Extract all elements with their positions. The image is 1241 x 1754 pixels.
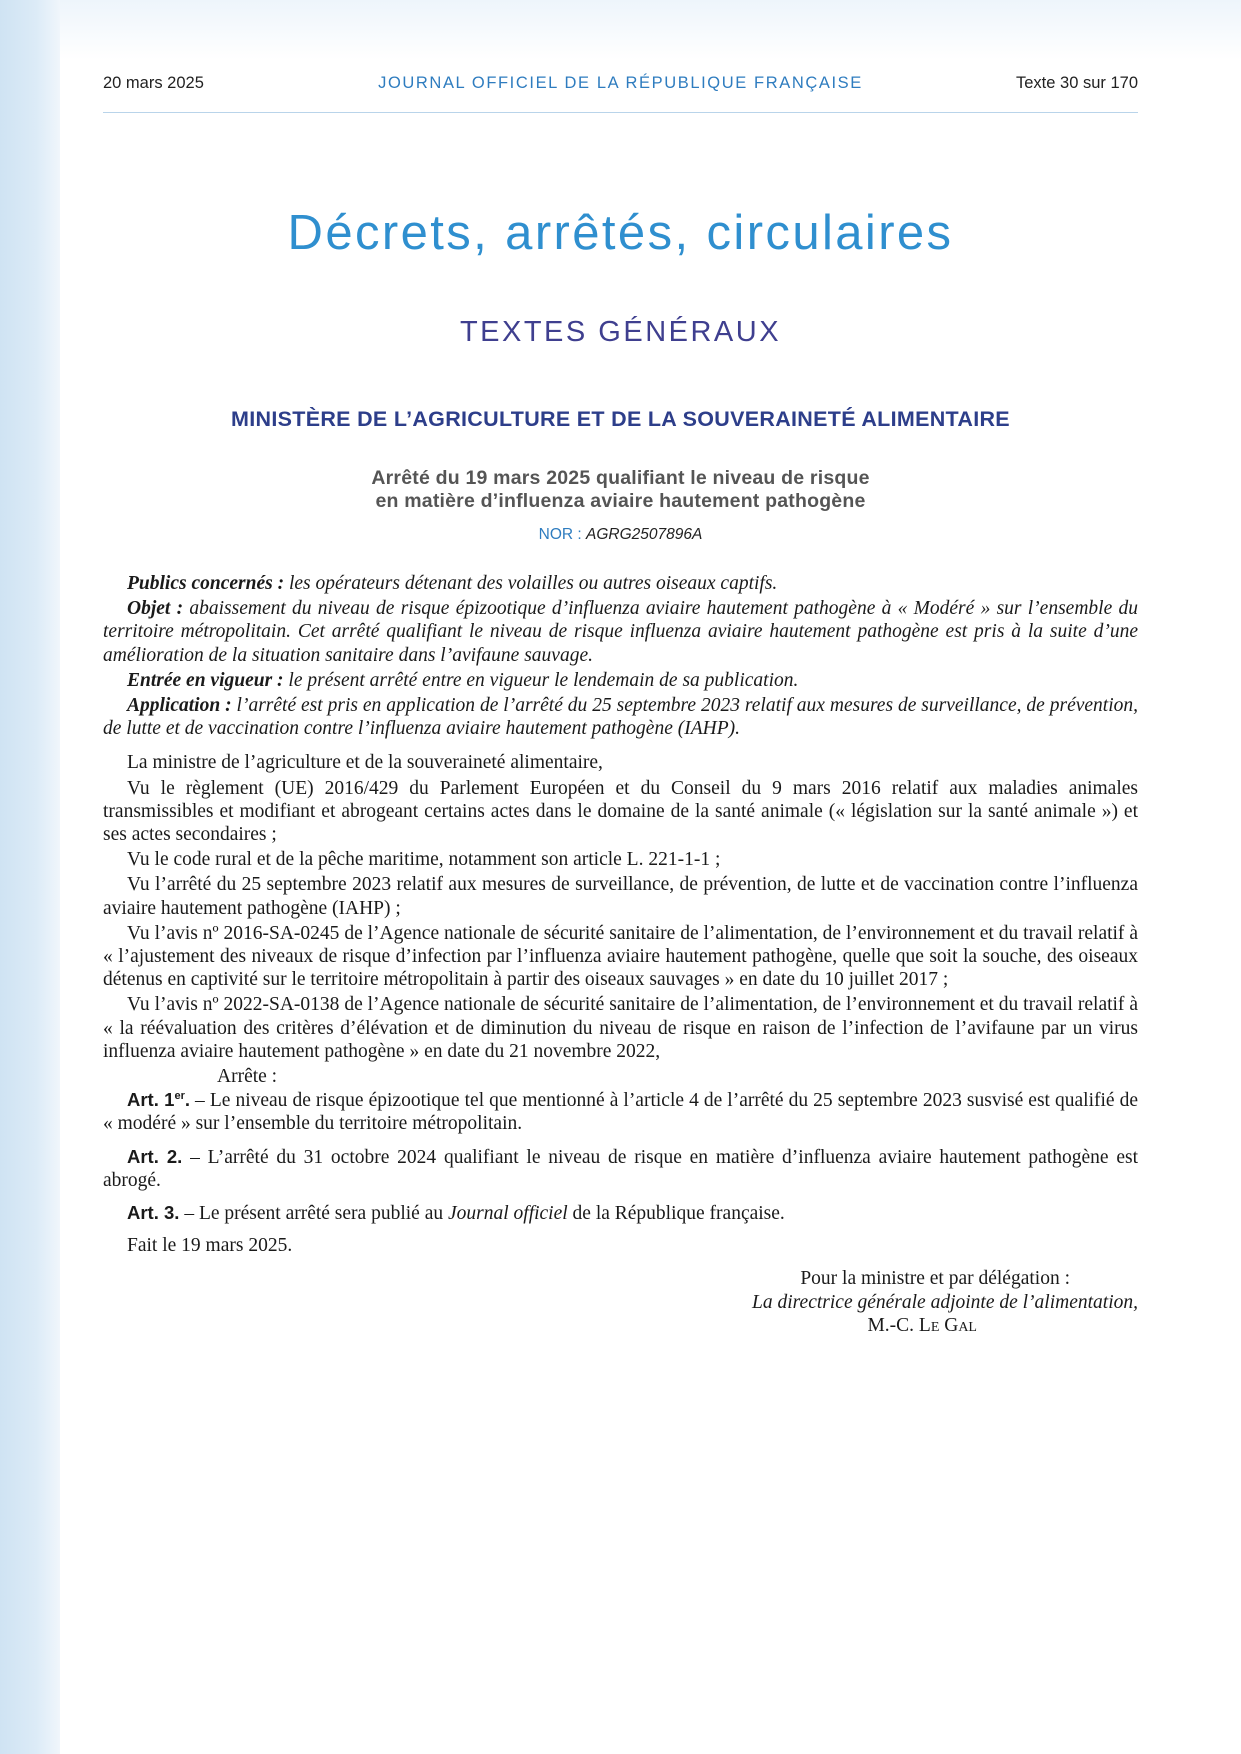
nor-value: AGRG2507896A — [586, 526, 703, 543]
summary-label: Objet : — [127, 598, 184, 620]
summary-objet — [103, 597, 1138, 667]
summary-text: le présent arrêté entre en vigueur le lendemain de sa publication. — [283, 669, 799, 691]
article-3 — [103, 1201, 1138, 1225]
title-line-2: en matière d’influenza aviaire hautement pathogène — [375, 490, 866, 512]
signature-delegation: Pour la ministre et par délégation : — [800, 1268, 1070, 1290]
nor-label: NOR : — [538, 526, 582, 543]
article-1 — [103, 1088, 1138, 1135]
ministry-name: MINISTÈRE DE L’AGRICULTURE ET DE LA SOUVERAINETÉ ALIMENTAIRE — [231, 407, 1010, 431]
summary-entree-en-vigueur — [103, 669, 1138, 692]
summary-publics — [103, 572, 1138, 595]
header-divider — [103, 112, 1138, 113]
visa-paragraph: La ministre de l’agriculture et de la souveraineté alimentaire, — [127, 752, 603, 774]
summary-block — [103, 572, 1138, 740]
summary-text: abaissement du niveau de risque épizootique d’influenza aviaire hautement pathogène à « Modéré » sur l’ensemble du territoire métropolitain. Cet arrêté qualifiant le niveau de risque influenza aviaire hautement pathogène est pris à la suite d’une amélioration de la situation sanitaire dans l’avifaune sauvage. — [103, 598, 1138, 666]
document-title — [0, 467, 1241, 513]
signature-surname: Le Gal — [918, 1314, 977, 1336]
article-number: Art. 2. — [127, 1145, 183, 1167]
summary-label: Application : — [127, 695, 232, 717]
visas-block — [103, 751, 1138, 1063]
arrete-label: Arrête : — [217, 1066, 278, 1088]
article-text: – Le niveau de risque épizootique tel que mentionné à l’article 4 de l’arrêté du 25 septembre 2023 susvisé est qualifié de « modéré » sur l’ensemble du territoire métropolitain. — [103, 1090, 1139, 1135]
article-number-sup: er — [174, 1090, 185, 1103]
rubric-title: Décrets, arrêtés, circulaires — [287, 206, 954, 260]
signature-block — [103, 1267, 1138, 1337]
visa-paragraph: Vu le code rural et de la pêche maritime, notamment son article L. 221-1-1 ; — [127, 849, 721, 871]
document-body — [103, 572, 1138, 1337]
header-journal-title: JOURNAL OFFICIEL DE LA RÉPUBLIQUE FRANÇAISE — [378, 74, 863, 92]
article-text: – L’arrêté du 31 octobre 2024 qualifiant le niveau de risque en matière d’influenza aviaire hautement pathogène est abrogé. — [103, 1146, 1138, 1191]
signature-title: La directrice générale adjointe de l’alimentation, — [752, 1291, 1138, 1313]
signature-name — [103, 1314, 1138, 1337]
header-text-number: Texte 30 sur 170 — [1016, 74, 1138, 92]
left-margin-band — [0, 0, 60, 1754]
nor-reference — [0, 526, 1241, 544]
article-number — [127, 1089, 190, 1110]
article-number: Art. 3. — [127, 1202, 180, 1224]
article-text-after: de la République française. — [567, 1203, 785, 1225]
article-number-end: . — [184, 1089, 191, 1111]
article-2 — [103, 1145, 1138, 1192]
article-text-before: – Le présent arrêté sera publié au — [179, 1203, 448, 1225]
summary-label: Entrée en vigueur : — [127, 669, 284, 691]
visa-paragraph: Vu le règlement (UE) 2016/429 du Parlement Européen et du Conseil du 9 mars 2016 relatif aux maladies animales transmissibles et modifiant et abrogeant certains actes dans le domaine de la santé animale (« législation sur la santé animale ») et ses actes secondaires ; — [103, 777, 1138, 846]
summary-application — [103, 694, 1138, 740]
article-text-italic: Journal officiel — [447, 1203, 568, 1225]
visa-paragraph: Vu l’arrêté du 25 septembre 2023 relatif aux mesures de surveillance, de prévention, de lutte et de vaccination contre l’influenza aviaire hautement pathogène (IAHP) ; — [103, 874, 1138, 919]
summary-text: l’arrêté est pris en application de l’arrêté du 25 septembre 2023 relatif aux mesures de surveillance, de prévention, de lutte et de vaccination contre l’influenza aviaire hautement pathogène (IAHP). — [103, 695, 1139, 740]
title-line-1: Arrêté du 19 mars 2025 qualifiant le niveau de risque — [371, 467, 870, 489]
visa-paragraph: Vu l’avis nº 2022-SA-0138 de l’Agence nationale de sécurité sanitaire de l’alimentation, de l’environnement et du travail relatif à « la réévaluation des critères d’élévation et de diminution du niveau de risque en raison de l’infection de l’avifaune par un virus influenza aviaire hautement pathogène » en date du 21 novembre 2022, — [103, 994, 1138, 1062]
signing-date: Fait le 19 mars 2025. — [127, 1235, 293, 1257]
signature-initials: M.-C. — [867, 1314, 919, 1336]
top-margin-band — [60, 0, 1241, 60]
article-number-main: Art. 1 — [127, 1089, 175, 1111]
visa-paragraph: Vu l’avis nº 2016-SA-0245 de l’Agence nationale de sécurité sanitaire de l’alimentation, de l’environnement et du travail relatif à « l’ajustement des niveaux de risque d’infection par l’influenza aviaire hautement pathogène, quelle que soit la souche, des oiseaux détenus en captivité sur le territoire métropolitain à partir des oiseaux sauvages » en date du 10 juillet 2017 ; — [103, 922, 1138, 991]
header-date: 20 mars 2025 — [103, 74, 204, 92]
summary-text: les opérateurs détenant des volailles ou autres oiseaux captifs. — [284, 573, 778, 594]
section-title: TEXTES GÉNÉRAUX — [459, 316, 782, 348]
summary-label: Publics concernés : — [127, 573, 285, 594]
